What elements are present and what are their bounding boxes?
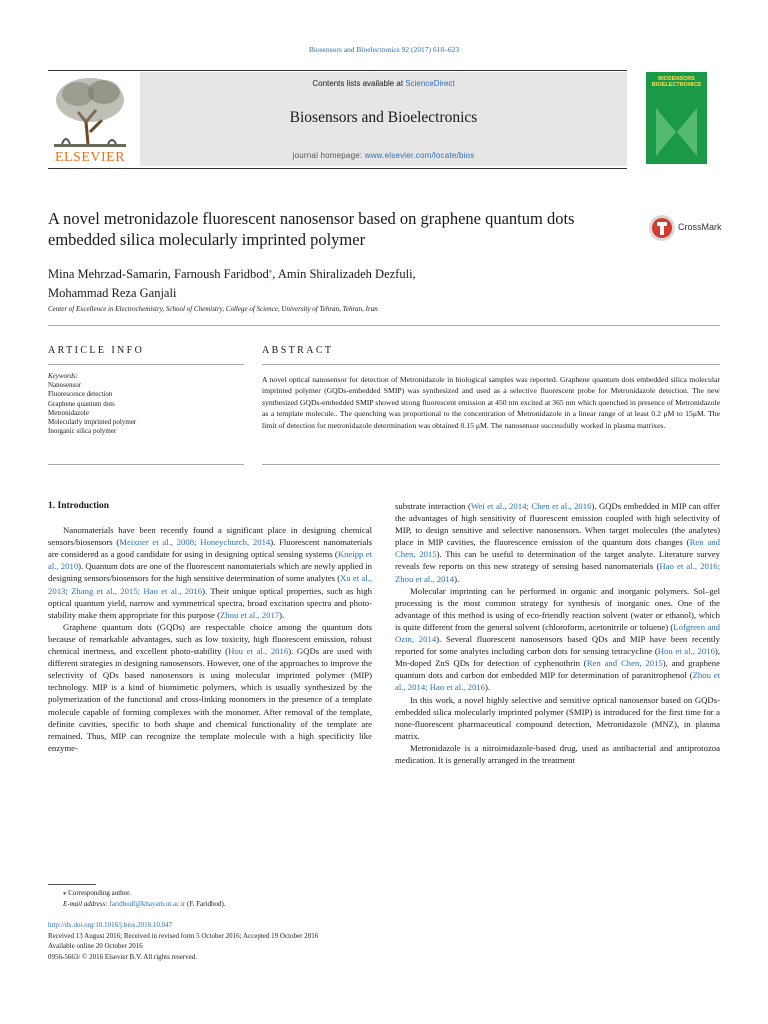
paragraph (395, 694, 720, 742)
citation-link[interactable]: Zhou et al., 2017 (220, 609, 280, 620)
paragraph-text: ). Their unique optical properties, such as high optical quantum yield, narrow and symmetrical spectra, broad excitation spectra and photo-stability make them appropriate for this purpose ( (48, 585, 372, 620)
journal-homepage-line (140, 151, 627, 160)
homepage-label: journal homepage: (292, 151, 365, 160)
authors-line2: Mohammad Reza Ganjali (48, 286, 177, 301)
abstract-text: A novel optical nanosensor for detection of Metronidazole in biological samples was reported. Graphene quantum dots embedded silica molecular imprinted polymer (GQDs-embedded SMIP) was synthesized and used as a selective fluorescent probe for Metronidazole detection. The new synthesized GQDs-embedded SMIP showed strong fluorescent emission at 450 nm excited at 365 nm which quenched in presence of Metronidazole as a template molecule.. The quenching was proportional to the concentration of Metronidazole in a linear range of at least 0.2 μM to 15μM. The limit of detection for metronidazole determination was obtained 0.15 μM. The nanosensor successfully worked in plasma matrixes. (262, 375, 720, 430)
section-heading-introduction: 1. Introduction (48, 501, 110, 511)
paragraph-text: ), Mn-doped ZnS QDs for detection of cyphenothrin ( (395, 646, 720, 669)
citation-link[interactable]: Hou et al., 2016 (228, 646, 289, 657)
homepage-link[interactable]: www.elsevier.com/locate/bios (364, 151, 475, 160)
copyright-line: 0956-5663/ © 2016 Elsevier B.V. All rights reserved. (48, 952, 198, 961)
paragraph (48, 621, 372, 754)
citation-link[interactable]: Lofgreen and Ozin, 2014 (395, 621, 720, 645)
keyword-item: Fluorescence detection (48, 390, 113, 399)
article-info-bottom-rule (48, 464, 244, 465)
body-column-left (48, 500, 372, 754)
affiliation: Center of Excellence in Electrochemistry, School of Chemistry, College of Science, University of Tehran, Tehran, Iran (48, 305, 378, 313)
paragraph-text: ). Several fluorescent nanosensors based QDs and MIP have been recently reported for some analytes including carbon dots for sensing tetracycline ( (395, 634, 720, 657)
keyword-item: Inorganic silica polymer (48, 427, 117, 436)
elsevier-wordmark: ELSEVIER (54, 150, 126, 165)
crossmark-label[interactable]: CrossMark (678, 222, 722, 232)
paragraph (395, 742, 720, 766)
citation-link[interactable]: Ren and Chen, 2015 (395, 537, 720, 560)
keywords-label: Keywords: (48, 372, 79, 380)
paragraph-text: Metronidazole is a nitroimidazole-based drug, used as antibacterial and antiprotozoa medication. It is generally arranged in the treatment (395, 742, 720, 765)
header-bottom-rule (48, 168, 627, 169)
paragraph-text: ). GQDs are used with different strategies in designing nanosensors. However, one of the approaches to improve the selectivity of QDs based nanosensors is using molecular imprinted polymer (MIP) technology. MIP is a kind of biomimetic polymers, which is usually synthesized by the polymerization of the functional and cross-linking monomers in the presence of a template molecule capable of forming complexes with the monomer. After removal of the template, definite cavities, specific to both shape and chemical functionality of the template are remained. Thus, MIP can recognize the template molecule with a high specificity like enzyme- (48, 646, 372, 753)
keyword-item: Nanosensor (48, 381, 82, 390)
corresponding-author-note: Corresponding author. (66, 889, 131, 897)
sciencedirect-link[interactable]: ScienceDirect (405, 79, 455, 88)
footnote-rule (48, 884, 96, 885)
citation-link[interactable]: Meixner et al., 2008; Honeychurch, 2014 (119, 537, 271, 548)
paragraph-text: Graphene quantum dots (GQDs) are respectable choice among the quantum dots because of remarkable advantages, such as low toxicity, high fluorescent emission, robust chemical inertness, and excellent photo-stability ( (48, 621, 372, 657)
keyword-item: Metronidazole (48, 408, 89, 417)
paragraph-text: ), and graphene quantum dots and carbon dot embedded MIP for determination of paranitrophenol ( (395, 658, 720, 681)
citation-link[interactable]: Xu et al., 2013; Zhang et al., 2015; Hao et al., 2016 (48, 573, 372, 596)
header-top-rule (48, 70, 627, 71)
corresponding-author-mark[interactable]: ⁎ (268, 267, 273, 275)
citation-link[interactable]: Hao et al., 2016; Zhou et al., 2014 (395, 561, 720, 584)
footnote-mark: ⁎ (63, 889, 67, 897)
paragraph-text: ). (454, 573, 460, 584)
authors-line1-a: Mina Mehrzad-Samarin, Farnoush Faridbod (48, 267, 269, 282)
citation-link[interactable]: Hou et al., 2016 (657, 646, 715, 657)
email-suffix: (F. Faridbod). (185, 899, 226, 908)
citation-link[interactable]: Zhou et al., 2014; Hao et al., 2016 (395, 670, 721, 693)
abstract-heading: ABSTRACT (262, 345, 334, 356)
keyword-item: Graphene quantum dots (48, 399, 115, 408)
keyword-item: Molecularly imprinted polymer (48, 418, 137, 427)
citation-link[interactable]: Wei et al., 2014; Chen et al., 2016 (470, 501, 592, 511)
article-info-rule (48, 364, 244, 365)
paragraph (395, 500, 720, 585)
citation-link[interactable]: Kneipp et al., 2010 (48, 549, 372, 572)
keywords-block (48, 372, 244, 436)
paragraph-text: substrate interaction ( (395, 501, 471, 511)
received-dates: Received 13 August 2016; Received in revised form 5 October 2016; Accepted 19 October 2016 (48, 931, 319, 940)
doi-link[interactable]: http://dx.doi.org/10.1016/j.bios.2016.10.047 (48, 921, 173, 929)
footnote (48, 888, 448, 909)
abstract-bottom-rule (262, 464, 720, 465)
abstract-rule (262, 364, 720, 365)
email-label: E-mail address: (63, 899, 110, 908)
article-info-heading: ARTICLE INFO (48, 345, 145, 356)
paragraph (395, 585, 720, 694)
paragraph-text: ). (279, 609, 285, 620)
authors-line1-b: , Amin Shiralizadeh Dezfuli, (272, 267, 416, 282)
paragraph-text: ). This can be useful to determination of the target analyte. Literature survey reveals few reports on this new strategy of sensing based nanomaterials ( (395, 549, 720, 572)
paragraph-text: Molecular imprinting can be performed in organic and inorganic polymers. Sol–gel processing is the most common strategy for synthesis of inorganic ones. One of the advantage of this method is using of eco-friendly reaction solvent (water or ethanol), which is quite different from the general solvent (chloroform, acetonitrile or toluene) ( (395, 585, 720, 632)
journal-cover-thumbnail[interactable] (646, 72, 707, 164)
paragraph-text: ). Quantum dots are one of the fluorescent nanomaterials which are newly applied in designing sensors/biosensors for the high sensitive determination of some analytes ( (48, 561, 372, 584)
contents-line (140, 79, 627, 88)
bibliographic-info (48, 920, 448, 962)
paragraph-text: ). Fluorescent nanomaterials are considered as a good candidate for using in designing optical sensing systems ( (48, 537, 372, 560)
contents-prefix: Contents lists available at (312, 79, 406, 88)
cover-title: BIOSENSORS BIOELECTRONICS (651, 76, 702, 88)
cover-graphic-icon (646, 102, 707, 162)
body-column-right (395, 500, 720, 766)
paragraph-text: In this work, a novel highly selective and sensitive optical nanosensor based on GQDs-embedded silica molecularly imprinted polymer (SMIP) is introduced for the first time for a none-fluorescent pharmaceutical compound detection, Metronidazole (MNZ), in plasma matrix. (395, 694, 720, 741)
paragraph-text: ). GQDs embedded in MIP can offer the advantages of high sensitivity of fluorescent emission coupled with high selectivity of MIP, to design sensitive and selective nanosensors. When target molecules (the analytes) place in MIP cavities, the fluorescence emission of the quantum dots changes ( (395, 501, 721, 548)
running-header[interactable]: Biosensors and Bioelectronics 92 (2017) 618–623 (308, 45, 460, 54)
available-online: Available online 20 October 2016 (48, 942, 143, 951)
affiliation-rule (48, 325, 720, 326)
article-title: A novel metronidazole fluorescent nanosensor based on graphene quantum dots embedded silica molecularly imprinted polymer (48, 209, 575, 249)
author-list (48, 262, 608, 303)
paragraph-text: Nanomaterials have been recently found a significant place in designing chemical sensors/biosensors ( (48, 525, 372, 548)
paragraph (48, 524, 372, 621)
journal-name: Biosensors and Bioelectronics (289, 109, 478, 126)
email-link[interactable]: faridbodf@khayam.ut.ac.ir (109, 899, 186, 908)
citation-link[interactable]: Ren and Chen, 2015 (586, 658, 663, 669)
paragraph-text: ). (485, 682, 491, 693)
